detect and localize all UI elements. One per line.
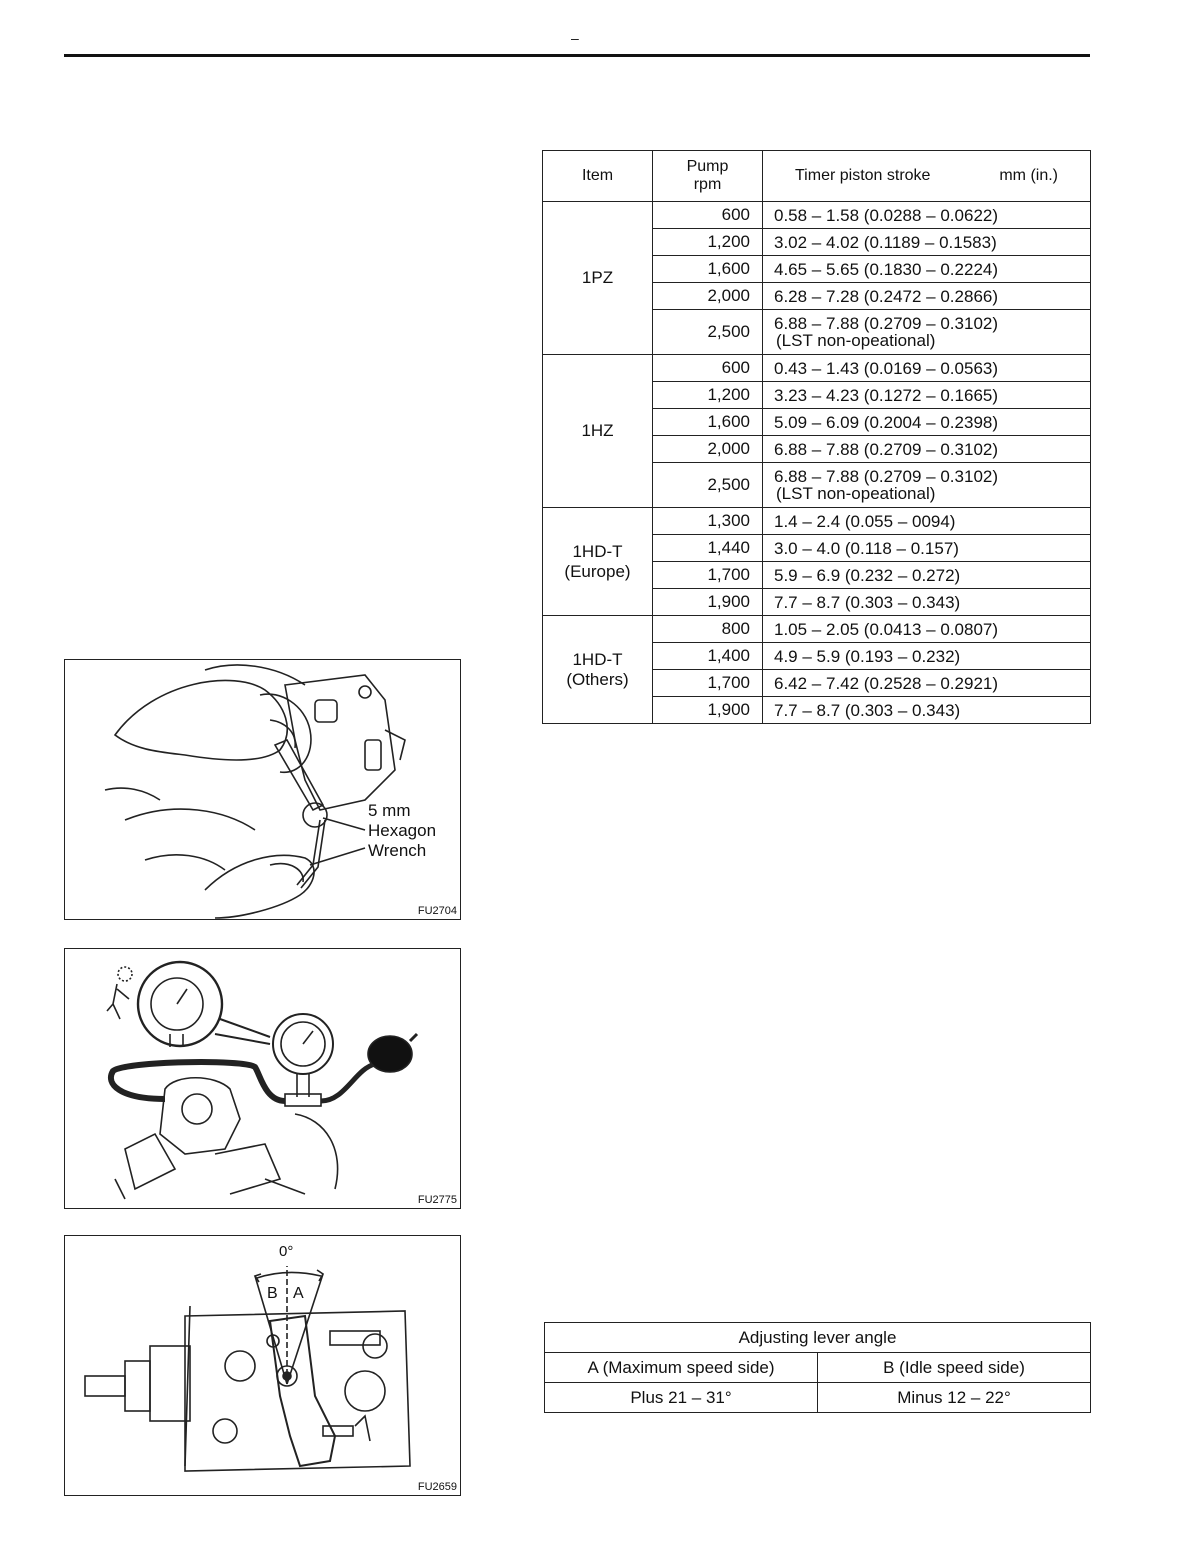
- stroke-range: 3.23 – 4.23 (0.1272 – 0.1665): [774, 385, 999, 405]
- item-line: (Europe): [564, 561, 631, 581]
- person-icon: [118, 967, 132, 981]
- stroke-range: 3.02 – 4.02 (0.1189 – 0.1583): [774, 232, 997, 252]
- figure-code: FU2775: [417, 1194, 457, 1206]
- figure-pressure-gauge: [64, 948, 461, 1209]
- table-row: [543, 202, 1091, 229]
- header-rpm-line1: Pump: [686, 158, 729, 175]
- rpm-cell: 600: [653, 202, 763, 229]
- header-item: Item: [543, 151, 653, 202]
- stroke-range: 6.28 – 7.28 (0.2472 – 0.2866): [774, 286, 999, 306]
- stroke-cell: [763, 355, 1091, 382]
- rpm-cell: 1,600: [653, 409, 763, 436]
- stroke-cell: [763, 310, 1091, 355]
- label-line-3: Wrench: [368, 841, 427, 860]
- item-line: 1HZ: [581, 421, 614, 440]
- rpm-cell: 2,000: [653, 283, 763, 310]
- table-row: [543, 355, 1091, 382]
- lever-illustration: [65, 1236, 460, 1495]
- stroke-cell: [763, 202, 1091, 229]
- stroke-range: 5.9 – 6.9 (0.232 – 0.272): [774, 565, 961, 585]
- angle-table-title: Adjusting lever angle: [545, 1323, 1091, 1353]
- stroke-range: 1.4 – 2.4 (0.055 – 0094): [774, 511, 956, 531]
- rpm-cell: 2,500: [653, 463, 763, 508]
- gauge-illustration: [65, 949, 460, 1208]
- header-pump-rpm: [653, 151, 763, 202]
- stroke-range: 3.0 – 4.0 (0.118 – 0.157): [774, 538, 959, 558]
- angle-col-b: B (Idle speed side): [818, 1353, 1091, 1383]
- stroke-range: 1.05 – 2.05 (0.0413 – 0.0807): [774, 619, 999, 639]
- rpm-cell: 1,900: [653, 589, 763, 616]
- header-stroke: [763, 151, 1091, 202]
- stroke-range: 6.42 – 7.42 (0.2528 – 0.2921): [774, 673, 999, 693]
- stroke-cell: [763, 616, 1091, 643]
- stroke-cell: [763, 229, 1091, 256]
- stroke-range: 6.88 – 7.88 (0.2709 – 0.3102): [774, 314, 999, 333]
- stroke-cell: [763, 670, 1091, 697]
- item-line: 1PZ: [581, 268, 614, 287]
- figure-adjusting-lever: [64, 1235, 461, 1496]
- item-line: 1HD-T: [572, 541, 623, 561]
- stroke-cell: [763, 409, 1091, 436]
- stroke-cell: [763, 256, 1091, 283]
- label-line-2: Hexagon: [368, 821, 437, 840]
- rpm-cell: 800: [653, 616, 763, 643]
- header-mark: –: [571, 30, 579, 46]
- stroke-cell: [763, 697, 1091, 724]
- hexagon-wrench-label: [368, 801, 436, 861]
- wrench-illustration: [65, 660, 460, 919]
- item-cell: [543, 202, 653, 355]
- angle-b-label: B: [267, 1285, 278, 1302]
- item-cell: [543, 355, 653, 508]
- label-line-1: 5 mm: [368, 801, 411, 820]
- rpm-cell: 1,440: [653, 535, 763, 562]
- stroke-range: 4.9 – 5.9 (0.193 – 0.232): [774, 646, 961, 666]
- stroke-range: 0.43 – 1.43 (0.0169 – 0.0563): [774, 358, 999, 378]
- stroke-cell: [763, 562, 1091, 589]
- stroke-cell: [763, 436, 1091, 463]
- rpm-cell: 600: [653, 355, 763, 382]
- stroke-note: (LST non-opeational): [776, 484, 936, 503]
- angle-a-label: A: [293, 1285, 304, 1302]
- table-header-row: [543, 151, 1091, 202]
- angle-zero-label: 0°: [279, 1243, 294, 1260]
- figure-code: FU2659: [417, 1481, 457, 1493]
- stroke-range: 4.65 – 5.65 (0.1830 – 0.2224): [774, 259, 999, 279]
- item-line: 1HD-T: [572, 649, 623, 669]
- item-line: (Others): [566, 669, 629, 689]
- stroke-cell: [763, 508, 1091, 535]
- adjusting-lever-angle-table: [544, 1322, 1091, 1413]
- stroke-range: 7.7 – 8.7 (0.303 – 0.343): [774, 592, 961, 612]
- stroke-cell: [763, 283, 1091, 310]
- rpm-cell: 1,200: [653, 229, 763, 256]
- rpm-cell: 2,500: [653, 310, 763, 355]
- stroke-range: 5.09 – 6.09 (0.2004 – 0.2398): [774, 412, 999, 432]
- rpm-cell: 1,400: [653, 643, 763, 670]
- table-body: [543, 202, 1091, 724]
- stroke-cell: [763, 589, 1091, 616]
- rpm-cell: 1,700: [653, 562, 763, 589]
- stroke-range: 6.88 – 7.88 (0.2709 – 0.3102): [774, 467, 999, 486]
- stroke-range: 0.58 – 1.58 (0.0288 – 0.0622): [774, 205, 999, 225]
- figure-hexagon-wrench: [64, 659, 461, 920]
- rpm-cell: 1,900: [653, 697, 763, 724]
- stroke-range: 7.7 – 8.7 (0.303 – 0.343): [774, 700, 961, 720]
- angle-val-b: Minus 12 – 22°: [818, 1383, 1091, 1413]
- rpm-cell: 1,600: [653, 256, 763, 283]
- rpm-cell: 1,200: [653, 382, 763, 409]
- header-unit: mm (in.): [999, 167, 1058, 184]
- table-row: [543, 508, 1091, 535]
- item-cell: [543, 616, 653, 724]
- rpm-cell: 1,300: [653, 508, 763, 535]
- stroke-note: (LST non-opeational): [776, 331, 936, 350]
- item-cell: [543, 508, 653, 616]
- header-rpm-line2: rpm: [693, 176, 722, 193]
- stroke-cell: [763, 535, 1091, 562]
- header-stroke-label: Timer piston stroke: [795, 167, 931, 184]
- stroke-cell: [763, 382, 1091, 409]
- rpm-cell: 2,000: [653, 436, 763, 463]
- angle-col-a: A (Maximum speed side): [545, 1353, 818, 1383]
- stroke-cell: [763, 643, 1091, 670]
- timer-piston-stroke-table: [542, 150, 1091, 724]
- figure-code: FU2704: [417, 905, 457, 917]
- header-rule: [64, 54, 1090, 57]
- table-row: [543, 616, 1091, 643]
- stroke-range: 6.88 – 7.88 (0.2709 – 0.3102): [774, 439, 999, 459]
- angle-val-a: Plus 21 – 31°: [545, 1383, 818, 1413]
- rpm-cell: 1,700: [653, 670, 763, 697]
- stroke-cell: [763, 463, 1091, 508]
